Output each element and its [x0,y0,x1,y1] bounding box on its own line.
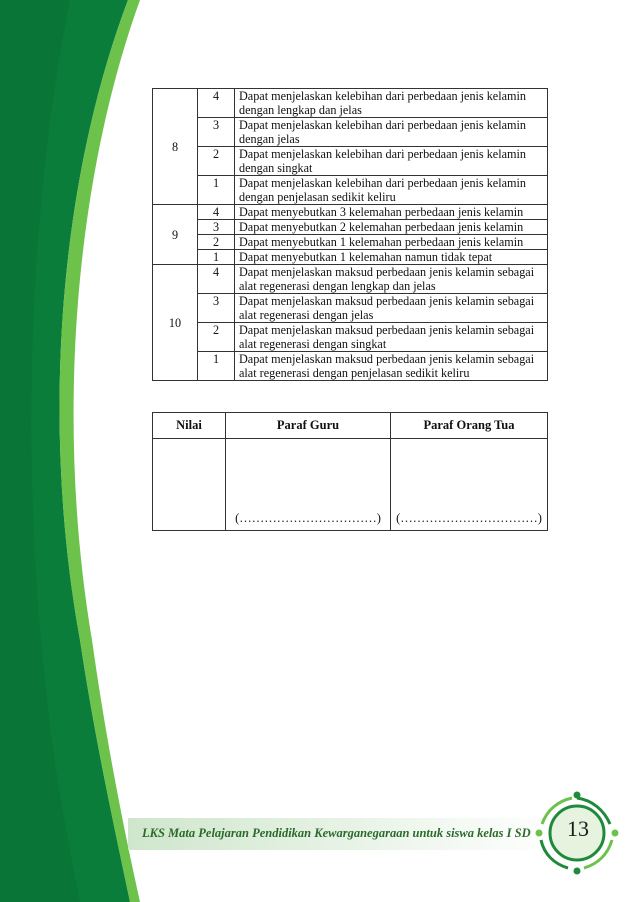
item-number: 8 [153,89,198,205]
item-number: 10 [153,265,198,381]
table-row [153,235,548,250]
paraf-guru-cell: (……………………………) [226,439,391,531]
criteria-cell: Dapat menjelaskan kelebihan dari perbedaan jenis kelamin dengan jelas [235,118,548,147]
score-cell: 2 [198,147,235,176]
criteria-cell: Dapat menyebutkan 3 kelemahan perbedaan jenis kelamin [235,205,548,220]
score-cell: 3 [198,294,235,323]
table-row [153,352,548,381]
score-cell: 4 [198,265,235,294]
table-row [153,205,548,220]
paraf-orang-tua-cell: (……………………………) [391,439,548,531]
table-row [153,118,548,147]
criteria-cell: Dapat menjelaskan kelebihan dari perbedaan jenis kelamin dengan lengkap dan jelas [235,89,548,118]
paraf-guru-header: Paraf Guru [226,413,391,439]
criteria-cell: Dapat menyebutkan 1 kelemahan namun tidak tepat [235,250,548,265]
criteria-cell: Dapat menjelaskan kelebihan dari perbedaan jenis kelamin dengan penjelasan sedikit keliru [235,176,548,205]
criteria-cell: Dapat menjelaskan kelebihan dari perbedaan jenis kelamin dengan singkat [235,147,548,176]
table-row [153,265,548,294]
nilai-header: Nilai [153,413,226,439]
criteria-cell: Dapat menjelaskan maksud perbedaan jenis kelamin sebagai alat regenerasi dengan jelas [235,294,548,323]
footer-text: LKS Mata Pelajaran Pendidikan Kewarganegaraan untuk siswa kelas I SD [142,826,531,840]
signature-table [152,412,548,531]
criteria-cell: Dapat menyebutkan 2 kelemahan perbedaan jenis kelamin [235,220,548,235]
page-number: 13 [567,816,589,841]
table-row [153,176,548,205]
item-number: 9 [153,205,198,265]
table-row [153,294,548,323]
score-cell: 1 [198,250,235,265]
table-row [153,89,548,118]
score-cell: 3 [198,220,235,235]
score-cell: 1 [198,352,235,381]
score-cell: 2 [198,235,235,250]
table-row [153,147,548,176]
table-row [153,323,548,352]
score-cell: 1 [198,176,235,205]
nilai-cell [153,439,226,531]
criteria-cell: Dapat menjelaskan maksud perbedaan jenis kelamin sebagai alat regenerasi dengan penjelasan sedikit keliru [235,352,548,381]
score-cell: 4 [198,89,235,118]
table-row [153,250,548,265]
table-row [153,220,548,235]
criteria-cell: Dapat menjelaskan maksud perbedaan jenis kelamin sebagai alat regenerasi dengan lengkap dan jelas [235,265,548,294]
score-cell: 3 [198,118,235,147]
criteria-cell: Dapat menjelaskan maksud perbedaan jenis kelamin sebagai alat regenerasi dengan singkat [235,323,548,352]
score-cell: 2 [198,323,235,352]
rubric-table [152,88,548,381]
score-cell: 4 [198,205,235,220]
criteria-cell: Dapat menyebutkan 1 kelemahan perbedaan jenis kelamin [235,235,548,250]
paraf-orang-tua-header: Paraf Orang Tua [391,413,548,439]
